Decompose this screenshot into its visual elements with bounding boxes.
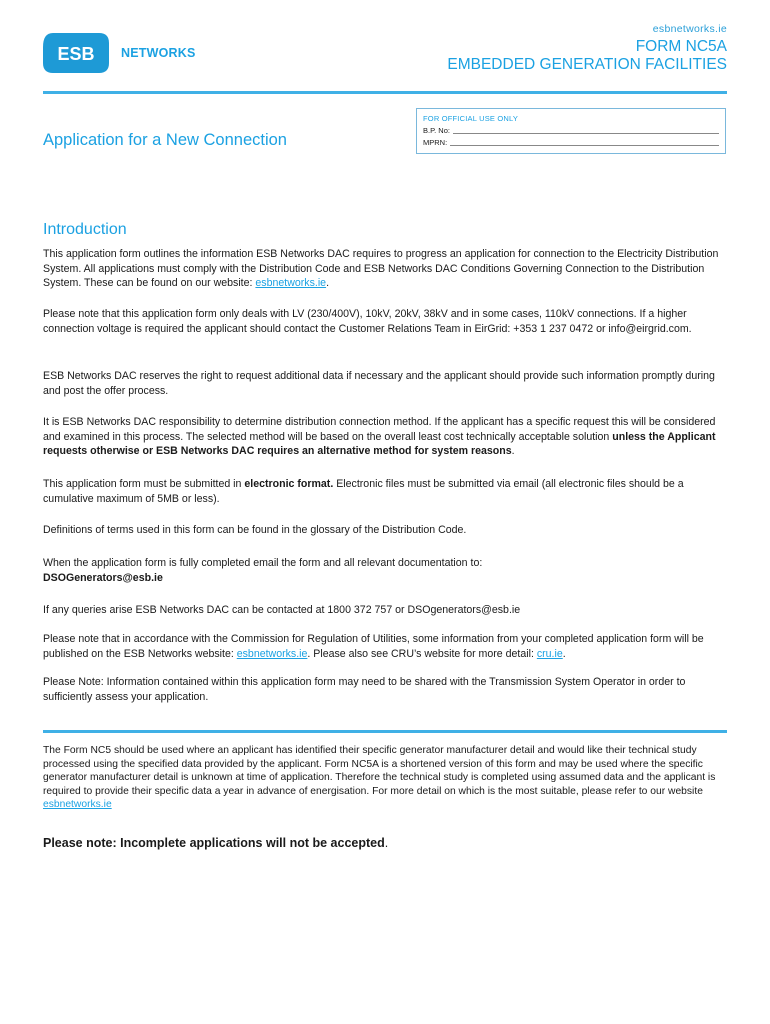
intro-paragraph-1 [43, 247, 727, 291]
official-use-heading: FOR OFFICIAL USE ONLY [423, 114, 519, 123]
intro-p9-start: Please note that in accordance with the Commission for Regulation of Utilities, some information from your completed application form will be published on the ESB Networks website: [43, 633, 704, 660]
intro-p8-text: If any queries arise ESB Networks DAC can be contacted at 1800 372 757 or DSOgenerators@esb.ie [43, 604, 521, 616]
site-url[interactable]: esbnetworks.ie [652, 23, 727, 35]
intro-paragraph-6 [43, 523, 727, 538]
intro-p3-text: ESB Networks DAC reserves the right to request additional data if necessary and the applicant should provide such information promptly during and post the offer process. [43, 370, 715, 397]
section-divider [43, 730, 727, 733]
bp-number-field[interactable] [453, 133, 719, 134]
esbnetworks-link-3[interactable]: esbnetworks.ie [43, 799, 112, 811]
esbnetworks-link-2[interactable]: esbnetworks.ie [236, 647, 308, 660]
logo-wordmark: NETWORKS [121, 46, 196, 60]
intro-paragraph-4 [43, 415, 727, 459]
intro-p9-mid: . Please also see CRU’s website for more detail: [307, 647, 537, 660]
esb-logo-icon [43, 33, 109, 73]
final-note-text: Please note: Incomplete applications will not be accepted [43, 836, 385, 850]
official-use-box [416, 108, 726, 154]
submission-email[interactable]: DSOGenerators@esb.ie [43, 571, 163, 584]
mprn-label: MPRN: [423, 138, 448, 147]
intro-p1-text: This application form outlines the information ESB Networks DAC requires to progress an application for connection to the Electricity Distribution System. All applications must comply with the Distribution Code and ESB Networks DAC Conditions Governing Connection to the Distribution System. These can be found on our website: [43, 248, 719, 290]
intro-paragraph-3 [43, 369, 727, 398]
intro-p4-bold: unless the Applicant requests otherwise or ESB Networks DAC requires an alternative method for system reasons [43, 430, 716, 458]
application-title: Application for a New Connection [43, 131, 287, 149]
form-code: FORM NC5A [635, 38, 727, 55]
header-divider [43, 91, 727, 94]
intro-p1-end: . [326, 277, 330, 290]
form-name: EMBEDDED GENERATION FACILITIES [447, 56, 727, 73]
final-note-period: . [384, 836, 389, 850]
intro-p6-text: Definitions of terms used in this form can be found in the glossary of the Distribution Code. [43, 524, 467, 536]
intro-p2-text: Please note that this application form only deals with LV (230/400V), 10kV, 20kV, 38kV and in some cases, 110kV connections. If a higher connection voltage is required the applicant should contact the Customer Relations Team in EirGrid: +353 1 237 0472 or info@eirgrid.com. [43, 308, 692, 335]
logo-letters: ESB [57, 44, 95, 64]
intro-paragraph-9 [43, 632, 727, 661]
bp-number-row [423, 126, 719, 135]
mprn-row [423, 138, 719, 147]
intro-p4-end: . [511, 445, 515, 458]
final-note [43, 836, 388, 850]
bp-number-label: B.P. No: [423, 126, 450, 135]
intro-p5-bold: electronic format. [244, 478, 334, 490]
intro-paragraph-10 [43, 675, 727, 704]
form-title [447, 38, 727, 74]
mprn-field[interactable] [450, 145, 719, 146]
nc5-text: The Form NC5 should be used where an applicant has identified their specific generator manufacturer detail and would like their technical study processed using the specified data provided by the applicant. Form NC5A is a shortened version of this form and may be used where the specific generator manufacturer detail is unknown at time of application. Therefore the technical study is completed using assumed data and the applicant is required to provide their specific data a year in advance of energisation. For more detail on which is the most suitable, please refer to our website [43, 745, 716, 797]
intro-p10-text: Please Note: Information contained within this application form may need to be shared with the Transmission System Operator in order to sufficiently assess your application. [43, 676, 686, 703]
intro-p7-text: When the application form is fully completed email the form and all relevant documentation to: [43, 557, 483, 569]
intro-paragraph-2 [43, 307, 727, 336]
introduction-heading: Introduction [43, 221, 127, 238]
esb-networks-logo [43, 33, 196, 73]
intro-paragraph-5 [43, 477, 727, 506]
intro-p5-end: Electronic files must be submitted via email (all electronic files should be a cumulative maximum of 5MB or less). [43, 478, 684, 505]
cru-link[interactable]: cru.ie [536, 647, 563, 660]
intro-p4-text: It is ESB Networks DAC responsibility to determine distribution connection method. If the applicant has a specific request this will be considered and examined in this process. The selected method will be based on the overall least cost technically acceptable solution [43, 416, 716, 443]
esbnetworks-link[interactable]: esbnetworks.ie [255, 277, 327, 290]
intro-p5-start: This application form must be submitted in [43, 478, 245, 490]
intro-paragraph-8 [43, 603, 727, 618]
intro-p9-end: . [562, 647, 566, 660]
nc5-paragraph [43, 744, 727, 812]
intro-paragraph-7 [43, 556, 727, 585]
